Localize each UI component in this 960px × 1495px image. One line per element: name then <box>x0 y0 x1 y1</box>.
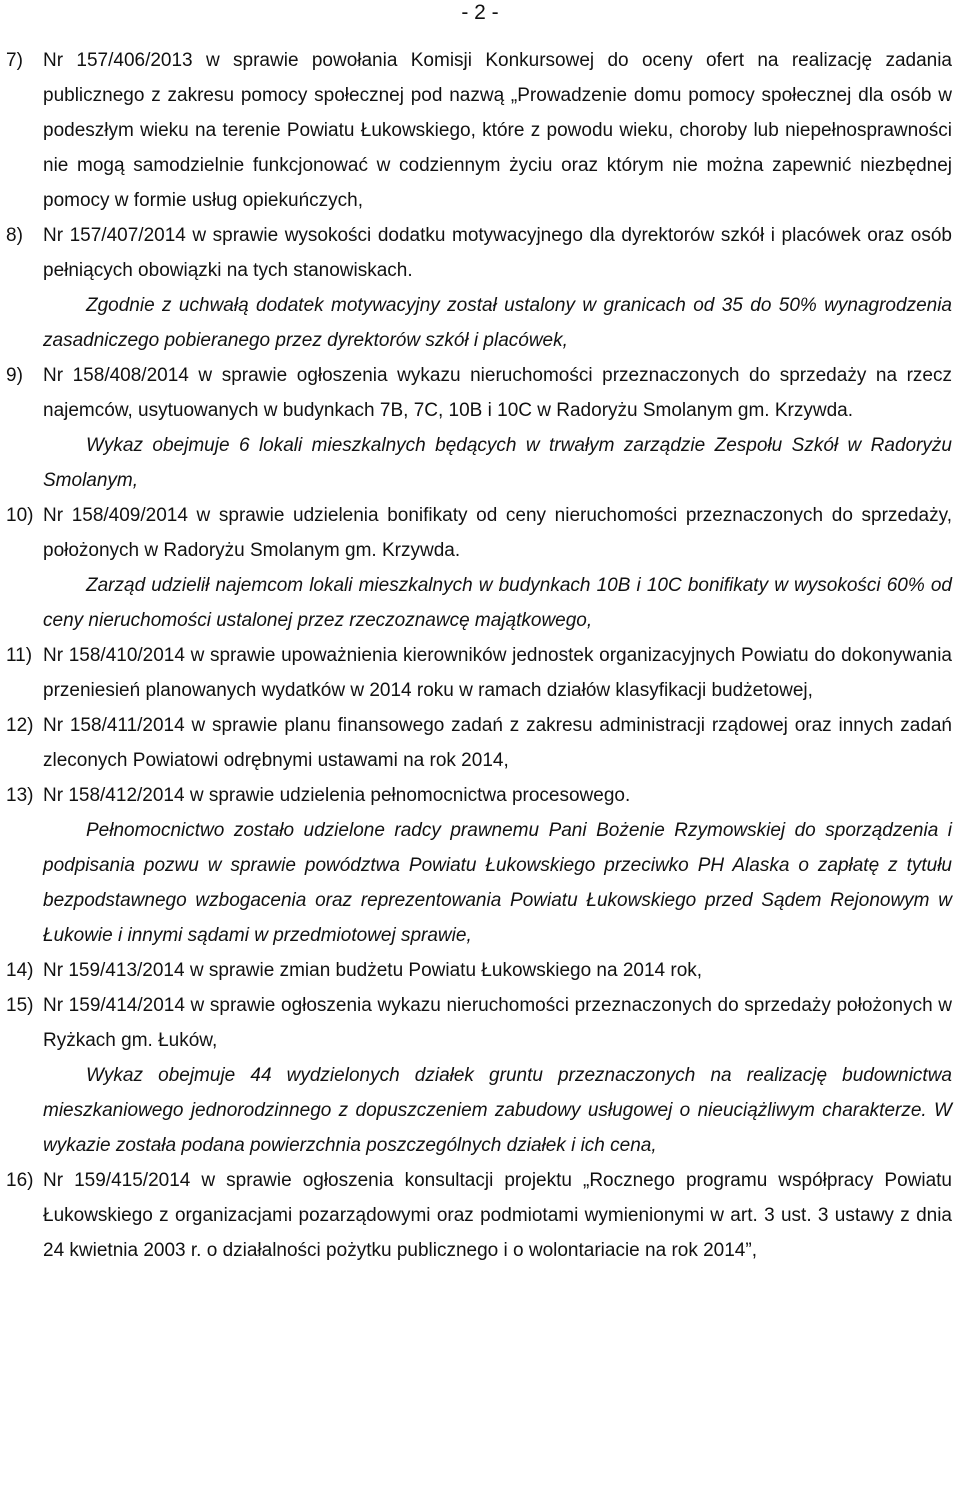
list-item-16 <box>0 1163 960 1268</box>
item-number: 11) <box>6 645 33 666</box>
item-note: Pełnomocnictwo zostało udzielone radcy prawnemu Pani Bożenie Rzymowskiej do sporządzenia i podpisania pozwu w sprawie powództwa Powiatu Łukowskiego przeciwko PH Alaska o zapłatę z tytułu bezpodstawnego wzbogacenia oraz reprezentowania Powiatu Łukowskiego przed Sądem Rejonowym w Łukowie i innymi sądami w przedmiotowej sprawie, <box>43 820 952 946</box>
item-text: Nr 157/407/2014 w sprawie wysokości dodatku motywacyjnego dla dyrektorów szkół i placówek oraz osób pełniących obowiązki na tych stanowiskach. <box>43 225 952 281</box>
item-note: Zgodnie z uchwałą dodatek motywacyjny został ustalony w granicach od 35 do 50% wynagrodzenia zasadniczego pobieranego przez dyrektorów szkół i placówek, <box>43 295 952 351</box>
item-number: 9) <box>6 365 23 386</box>
item-number: 7) <box>6 50 23 71</box>
list-item-7 <box>0 43 960 218</box>
item-text: Nr 158/412/2014 w sprawie udzielenia pełnomocnictwa procesowego. <box>43 785 631 806</box>
list-item-15 <box>0 988 960 1163</box>
item-text: Nr 157/406/2013 w sprawie powołania Komisji Konkursowej do oceny ofert na realizację zadania publicznego z zakresu pomocy społecznej pod nazwą „Prowadzenie domu pomocy społecznej dla osób w podeszłym wieku na terenie Powiatu Łukowskiego, które z powodu wieku, choroby lub niepełnosprawności nie mogą samodzielnie funkcjonować w codziennym życiu oraz którym nie można zapewnić niezbędnej pomocy w formie usług opiekuńczych, <box>43 50 952 211</box>
item-number: 8) <box>6 225 23 246</box>
item-number: 10) <box>6 505 34 526</box>
list-item-11 <box>0 638 960 708</box>
item-text: Nr 158/411/2014 w sprawie planu finansowego zadań z zakresu administracji rządowej oraz innych zadań zleconych Powiatowi odrębnymi ustawami na rok 2014, <box>43 715 952 771</box>
list-item-9 <box>0 358 960 498</box>
list-item-13 <box>0 778 960 953</box>
list-item-12 <box>0 708 960 778</box>
item-number: 13) <box>6 785 34 806</box>
item-number: 16) <box>6 1170 34 1191</box>
page-number: - 2 - <box>461 1 499 24</box>
item-note: Wykaz obejmuje 44 wydzielonych działek gruntu przeznaczonych na realizację budownictwa mieszkaniowego jednorodzinnego z dopuszczeniem zabudowy usługowej o nieuciążliwym charakterze. W wykazie została podana powierzchnia poszczególnych działek i ich cena, <box>43 1065 952 1156</box>
item-text: Nr 158/408/2014 w sprawie ogłoszenia wykazu nieruchomości przeznaczonych do sprzedaży na rzecz najemców, usytuowanych w budynkach 7B, 7C, 10B i 10C w Radoryżu Smolanym gm. Krzywda. <box>43 365 952 421</box>
item-number: 12) <box>6 715 34 736</box>
list-item-8 <box>0 218 960 358</box>
item-text: Nr 158/409/2014 w sprawie udzielenia bonifikaty od ceny nieruchomości przeznaczonych do sprzedaży, położonych w Radoryżu Smolanym gm. Krzywda. <box>43 505 952 561</box>
item-text: Nr 159/414/2014 w sprawie ogłoszenia wykazu nieruchomości przeznaczonych do sprzedaży położonych w Ryżkach gm. Łuków, <box>43 995 952 1051</box>
list-item-14 <box>0 953 960 988</box>
list-item-10 <box>0 498 960 638</box>
item-note: Wykaz obejmuje 6 lokali mieszkalnych będących w trwałym zarządzie Zespołu Szkół w Radoryżu Smolanym, <box>43 435 952 491</box>
item-number: 14) <box>6 960 34 981</box>
item-text: Nr 159/413/2014 w sprawie zmian budżetu Powiatu Łukowskiego na 2014 rok, <box>43 960 703 981</box>
item-number: 15) <box>6 995 34 1016</box>
item-note: Zarząd udzielił najemcom lokali mieszkalnych w budynkach 10B i 10C bonifikaty w wysokości 60% od ceny nieruchomości ustalonej przez rzeczoznawcę majątkowego, <box>43 575 952 631</box>
item-text: Nr 158/410/2014 w sprawie upoważnienia kierowników jednostek organizacyjnych Powiatu do dokonywania przeniesień planowanych wydatków w 2014 roku w ramach działów klasyfikacji budżetowej, <box>43 645 952 701</box>
item-text: Nr 159/415/2014 w sprawie ogłoszenia konsultacji projektu „Rocznego programu współpracy Powiatu Łukowskiego z organizacjami pozarządowymi oraz podmiotami wymienionymi w art. 3 ust. 3 ustawy z dnia 24 kwietnia 2003 r. o działalności pożytku publicznego i o wolontariacie na rok 2014”, <box>43 1170 952 1261</box>
resolution-list <box>0 43 960 1268</box>
